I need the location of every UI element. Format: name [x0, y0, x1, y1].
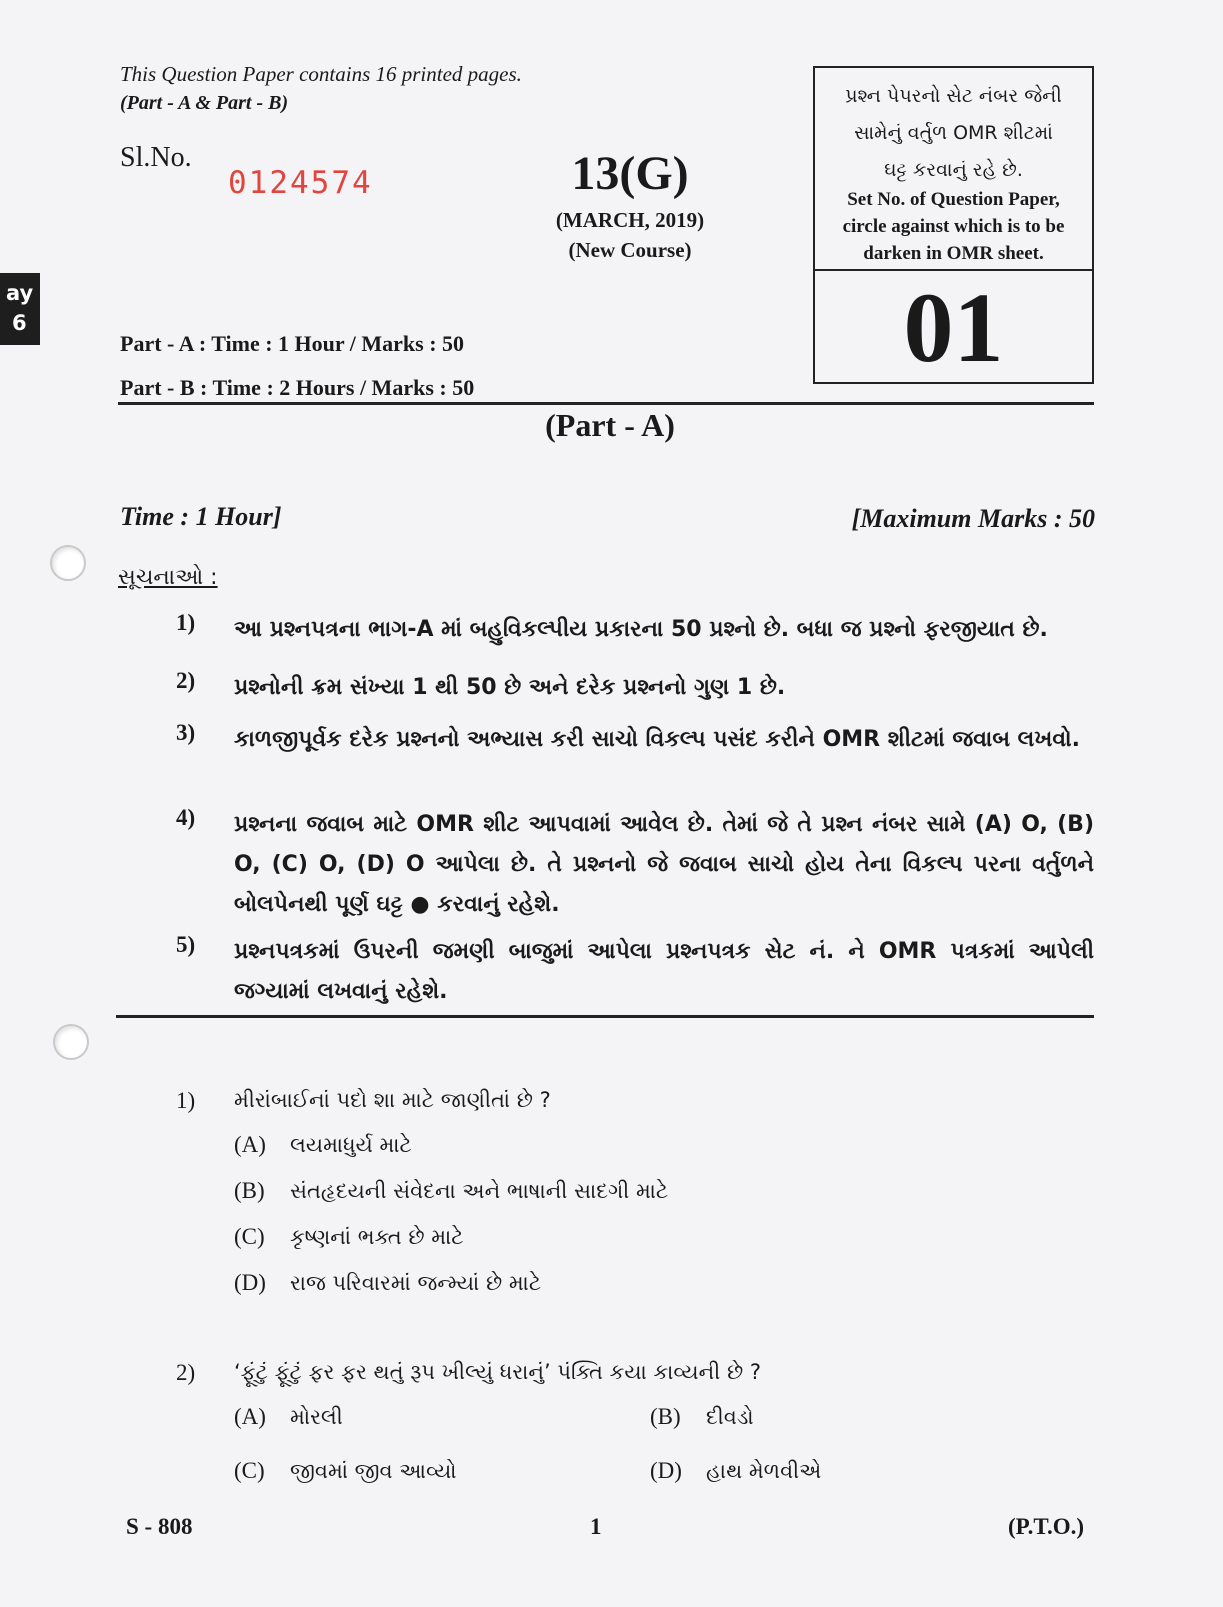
instructions-rule	[116, 1015, 1094, 1018]
set-number: 01	[903, 272, 1004, 383]
set-box-divider	[815, 269, 1092, 271]
exam-date: (MARCH, 2019)	[555, 208, 705, 232]
option-b	[234, 1178, 668, 1204]
question-number: 1)	[176, 1088, 196, 1113]
serial-number-value: 0124574	[228, 165, 373, 201]
option-label: (D)	[650, 1458, 682, 1483]
instruction-number: 4)	[176, 805, 196, 830]
side-tab	[0, 273, 40, 345]
option-c	[234, 1224, 463, 1250]
instruction-text: પ્રશ્નના જવાબ માટે OMR શીટ આપવામાં આવેલ છે. તેમાં જે તે પ્રશ્ન નંબર સામે (A) O, (B) O, (C) O, (D) O આપેલા છે. તે પ્રશ્નનો જે જવાબ સાચો હોય તેના વિકલ્પ પરના વર્તુળને બોલપેનથી પૂર્ણ ઘટ્ટ ● કરવાનું રહેશે.	[234, 812, 1094, 917]
course-label: (New Course)	[568, 238, 692, 262]
option-label: (B)	[650, 1404, 681, 1429]
instruction-number: 3)	[176, 720, 196, 745]
option-d	[234, 1270, 541, 1296]
paper-code: 13(G)	[571, 147, 689, 200]
option-b	[650, 1404, 754, 1430]
question-text: મીરાંબાઈનાં પદો શા માટે જાણીતાં છે ?	[234, 1088, 551, 1112]
instruction-number: 5)	[176, 932, 196, 957]
instruction-text: પ્રશ્નપત્રકમાં ઉપરની જમણી બાજુમાં આપેલા પ્રશ્નપત્રક સેટ નં. ને OMR પત્રકમાં આપેલી જગ્યામાં લખવાનું રહેશે.	[234, 939, 1094, 1004]
set-box-gu-line: પ્રશ્ન પેપરનો સેટ નંબર જેની	[845, 85, 1062, 107]
footer-paper-code: S - 808	[126, 1514, 193, 1539]
set-box-gu-line: ઘટ્ટ કરવાનું રહે છે.	[884, 159, 1023, 181]
option-a	[234, 1132, 412, 1158]
option-label: (C)	[234, 1224, 265, 1249]
option-d	[650, 1458, 821, 1484]
set-box-gu-line: સામેનું વર્તુળ OMR શીટમાં	[854, 122, 1053, 144]
part-title: (Part - A)	[545, 407, 675, 443]
option-c	[234, 1458, 457, 1484]
side-tab-line: 6	[12, 311, 27, 335]
punch-hole	[50, 545, 86, 581]
part-a-timing: Part - A : Time : 1 Hour / Marks : 50	[120, 331, 465, 356]
instruction-text: કાળજીપૂર્વક દરેક પ્રશ્નનો અભ્યાસ કરી સાચો વિકલ્પ પસંદ કરીને OMR શીટમાં જવાબ લખવો.	[234, 727, 1080, 752]
instruction-number: 2)	[176, 668, 196, 693]
set-box-english-text	[815, 186, 1092, 267]
option-text: દીવડો	[706, 1405, 754, 1429]
set-box-en-line: Set No. of Question Paper,	[847, 189, 1060, 210]
header-rule	[118, 402, 1094, 405]
option-a	[234, 1404, 343, 1430]
option-text: હાથ મેળવીએ	[706, 1459, 822, 1483]
set-number-box	[813, 66, 1094, 384]
punch-hole	[53, 1024, 89, 1060]
footer-pto: (P.T.O.)	[1008, 1514, 1085, 1539]
option-label: (A)	[234, 1132, 266, 1157]
time-label: Time : 1 Hour]	[120, 502, 282, 531]
set-box-en-line: circle against which is to be	[842, 216, 1065, 237]
option-text: મોરલી	[290, 1405, 343, 1429]
pages-note: This Question Paper contains 16 printed pages.	[120, 62, 522, 86]
option-label: (C)	[234, 1458, 265, 1483]
option-text: જીવમાં જીવ આવ્યો	[290, 1459, 457, 1483]
part-b-timing: Part - B : Time : 2 Hours / Marks : 50	[120, 375, 475, 400]
instruction-text: પ્રશ્નોની ક્રમ સંખ્યા 1 થી 50 છે અને દરેક પ્રશ્નનો ગુણ 1 છે.	[234, 675, 786, 700]
instructions-heading: સૂચનાઓ :	[118, 565, 218, 590]
side-tab-line: ay	[6, 281, 34, 305]
option-text: કૃષ્ણનાં ભક્ત છે માટે	[290, 1225, 464, 1249]
question-number: 2)	[176, 1360, 196, 1385]
option-text: લયમાધુર્ય માટે	[290, 1133, 412, 1157]
option-text: રાજ પરિવારમાં જન્મ્યાં છે માટે	[290, 1271, 542, 1295]
option-text: સંતહૃદયની સંવેદના અને ભાષાની સાદગી માટે	[290, 1179, 669, 1203]
instruction-text: આ પ્રશ્નપત્રના ભાગ-A માં બહુવિકલ્પીય પ્રકારના 50 પ્રશ્નો છે. બધા જ પ્રશ્નો ફરજીયાત છે.	[234, 617, 1048, 642]
parts-note: (Part - A & Part - B)	[120, 92, 289, 114]
footer-page-number: 1	[590, 1514, 602, 1539]
option-label: (B)	[234, 1178, 265, 1203]
option-label: (A)	[234, 1404, 266, 1429]
set-box-en-line: darken in OMR sheet.	[863, 243, 1044, 264]
question-text: ‘ફૂંટું ફૂંટું ફર ફર થતું રૂપ ખીલ્યું ધરાનું’ પંક્તિ કયા કાવ્યની છે ?	[234, 1360, 762, 1384]
serial-number-label: Sl.No.	[120, 142, 192, 173]
set-box-gujarati-text	[815, 78, 1092, 189]
max-marks-label: [Maximum Marks : 50	[851, 504, 1095, 533]
option-label: (D)	[234, 1270, 266, 1295]
instruction-number: 1)	[176, 610, 196, 635]
